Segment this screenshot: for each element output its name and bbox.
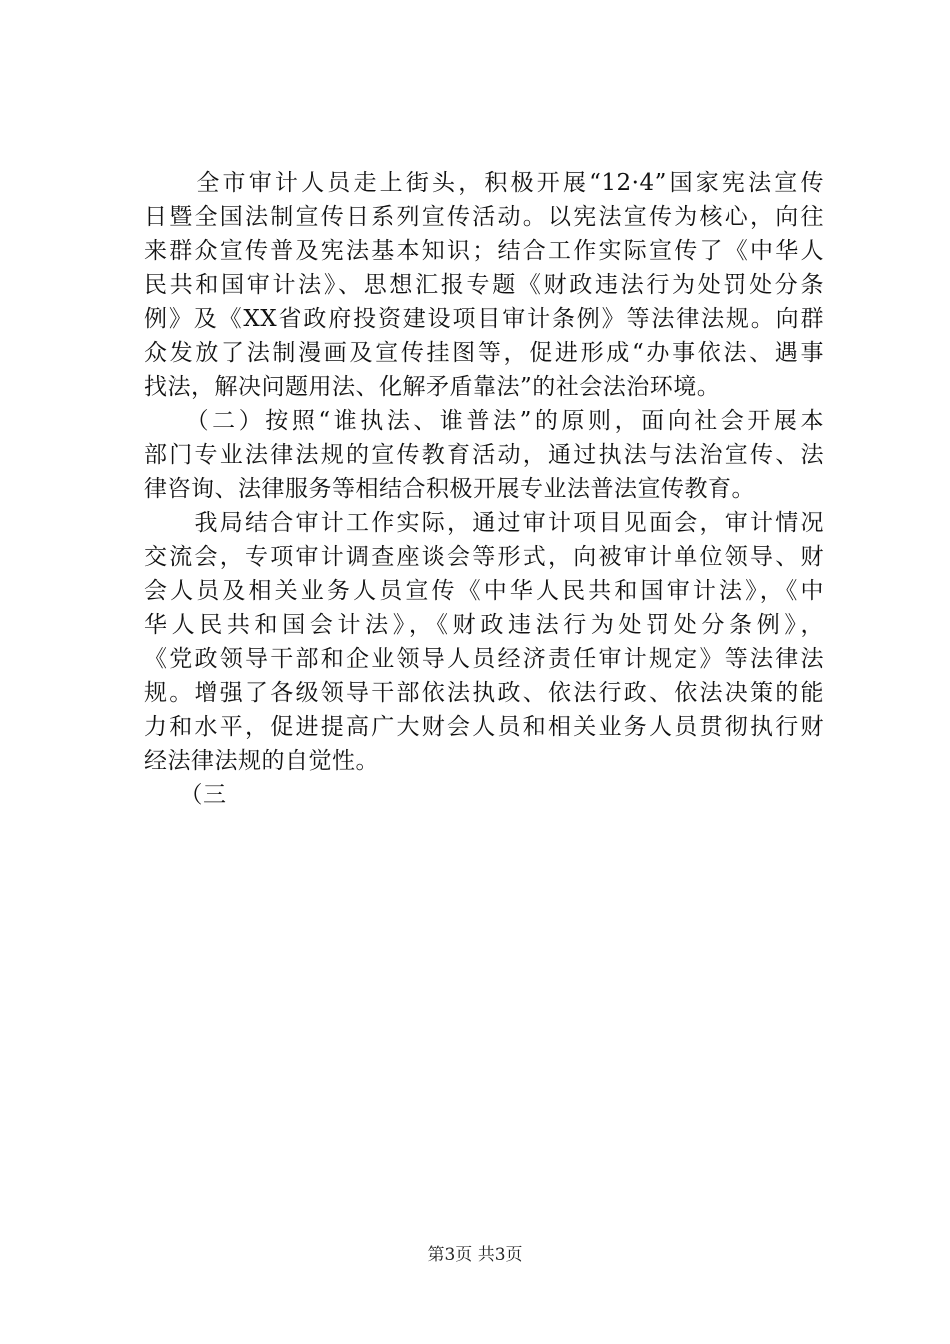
text-line: 众发放了法制漫画及宣传挂图等，促进形成“办事依法、遇事 <box>144 340 824 366</box>
text-line: 力和水平，促进提高广大财会人员和相关业务人员贯彻执行财 <box>144 714 824 740</box>
text-line: 华人民共和国会计法》，《财政违法行为处罚处分条例》， <box>144 612 824 638</box>
text-line: 经法律法规的自觉性。 <box>144 748 379 774</box>
paragraph <box>144 166 824 404</box>
text-line: 全市审计人员走上街头，积极开展“12·4”国家宪法宣传 <box>144 170 824 196</box>
page-footer: 第3页 共3页 <box>427 1245 523 1265</box>
text-line: 规。增强了各级领导干部依法执政、依法行政、依法决策的能 <box>144 680 824 706</box>
paragraph <box>144 404 824 506</box>
text-line: 部门专业法律法规的宣传教育活动，通过执法与法治宣传、法 <box>144 442 824 468</box>
document-body <box>144 166 824 812</box>
text-line: 找法，解决问题用法、化解矛盾靠法”的社会法治环境。 <box>144 374 721 400</box>
text-line: 民共和国审计法》、思想汇报专题《财政违法行为处罚处分条 <box>144 272 824 298</box>
text-line: 《党政领导干部和企业领导人员经济责任审计规定》等法律法 <box>144 646 824 672</box>
text-line: 交流会，专项审计调查座谈会等形式，向被审计单位领导、财 <box>144 544 824 570</box>
text-line: 会人员及相关业务人员宣传《中华人民共和国审计法》，《中 <box>144 578 824 604</box>
text-line: （二）按照“谁执法、谁普法”的原则，面向社会开展本 <box>144 408 824 434</box>
text-line: 我局结合审计工作实际，通过审计项目见面会，审计情况 <box>144 510 824 536</box>
text-line: （三 <box>144 782 227 808</box>
text-line: 日暨全国法制宣传日系列宣传活动。以宪法宣传为核心，向往 <box>144 204 824 230</box>
paragraph <box>144 506 824 778</box>
text-line: 来群众宣传普及宪法基本知识；结合工作实际宣传了《中华人 <box>144 238 824 264</box>
text-line: 律咨询、法律服务等相结合积极开展专业法普法宣传教育。 <box>144 476 755 502</box>
text-line: 例》及《XX省政府投资建设项目审计条例》等法律法规。向群 <box>144 306 824 332</box>
paragraph <box>144 778 824 812</box>
